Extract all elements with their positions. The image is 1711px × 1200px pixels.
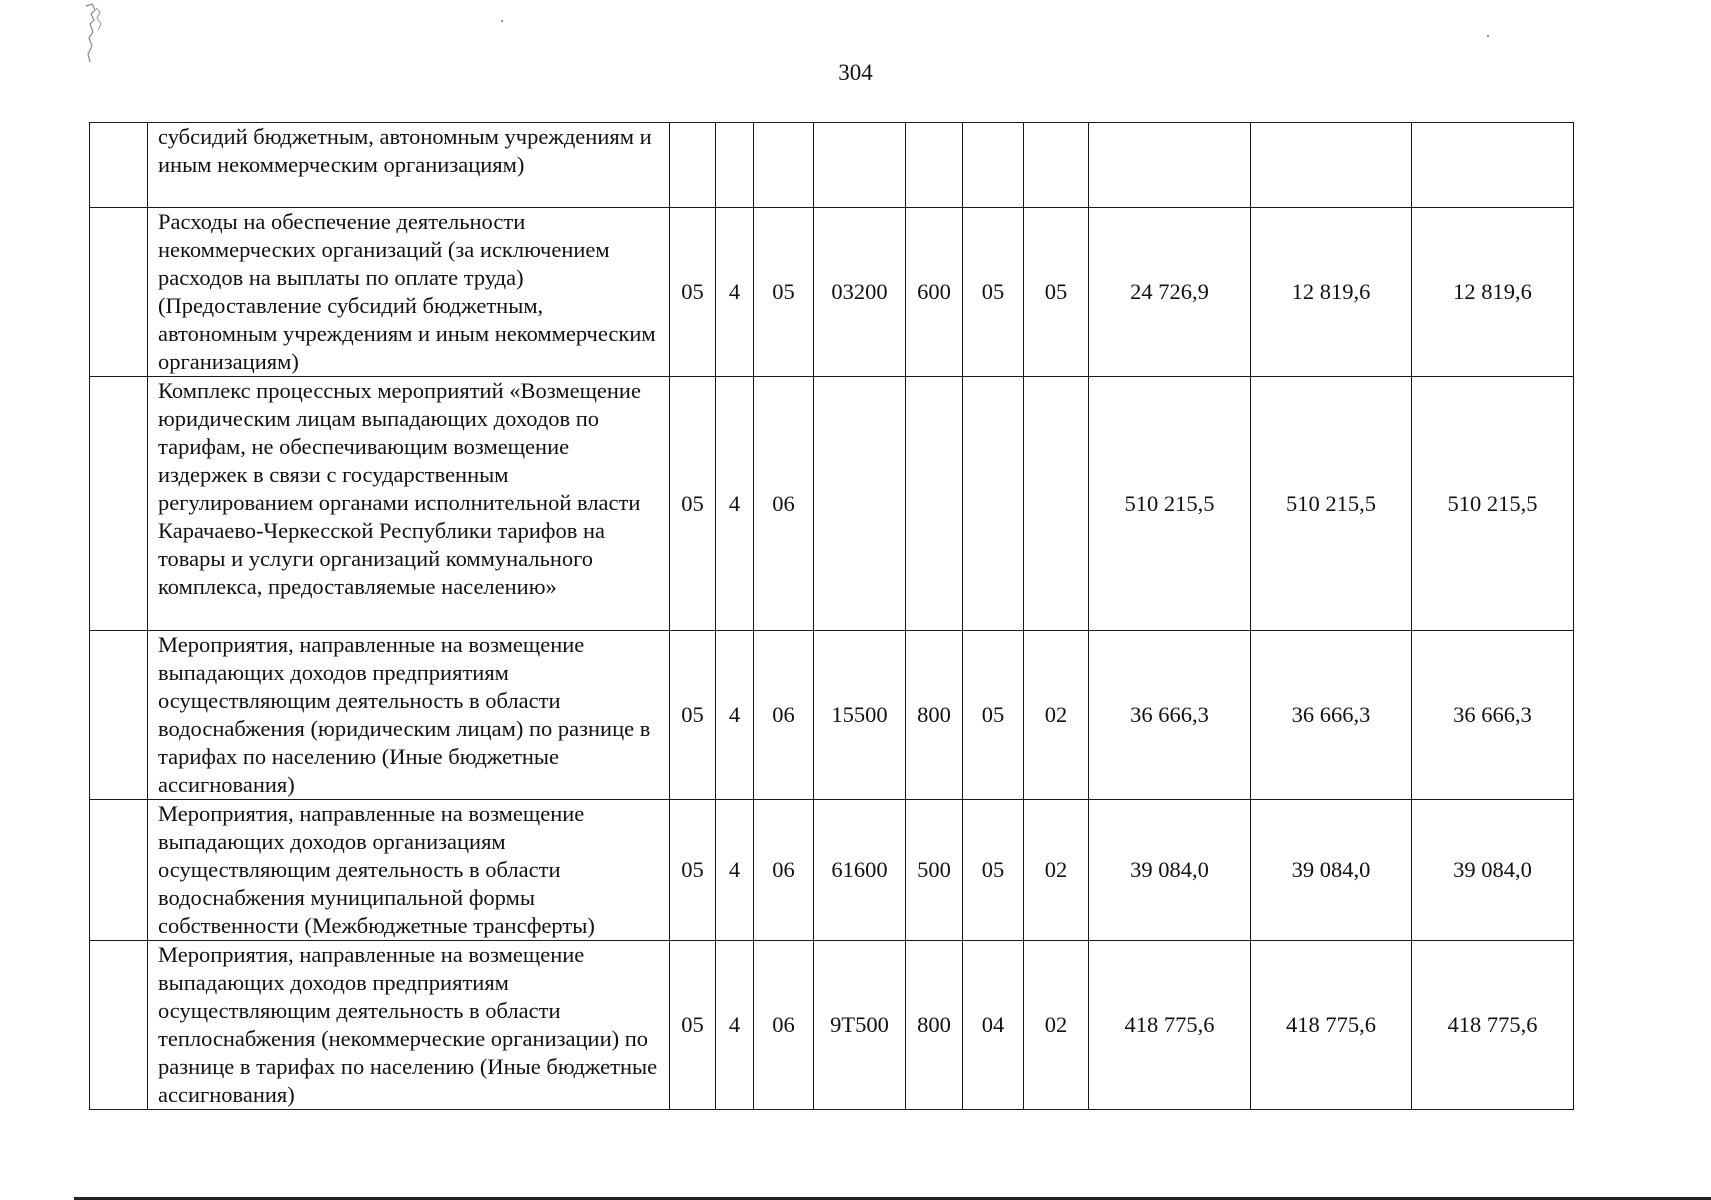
- row-name-cell: субсидий бюджетным, автономным учреждениям и иным некоммерческим организациям): [148, 123, 670, 208]
- code-cell: 05: [1024, 208, 1089, 377]
- amount-cell: 39 084,0: [1412, 800, 1574, 941]
- amount-cell: [1412, 123, 1574, 208]
- table-row: [90, 123, 1574, 208]
- code-cell: 9Т500: [814, 941, 906, 1110]
- code-cell: 05: [963, 208, 1024, 377]
- code-cell: [1024, 377, 1089, 631]
- row-name-cell: Мероприятия, направленные на возмещение выпадающих доходов предприятиям осуществляющим деятельность в области водоснабжения (юридическим лицам) по разнице в тарифах по населению (Иные бюджетные ассигнования): [148, 631, 670, 800]
- row-name-cell: Мероприятия, направленные на возмещение выпадающих доходов предприятиям осуществляющим деятельность в области теплоснабжения (некоммерческие организации) по разнице в тарифах по населению (Иные бюджетные ассигнования): [148, 941, 670, 1110]
- code-cell: [963, 377, 1024, 631]
- code-cell: 05: [670, 377, 716, 631]
- amount-cell: 36 666,3: [1412, 631, 1574, 800]
- code-cell: 800: [906, 631, 963, 800]
- code-cell: 800: [906, 941, 963, 1110]
- code-cell: 05: [963, 800, 1024, 941]
- code-cell: [716, 123, 754, 208]
- table-row: [90, 631, 1574, 800]
- code-cell: [906, 377, 963, 631]
- code-cell: 06: [754, 941, 814, 1110]
- row-index-cell: [90, 123, 148, 208]
- code-cell: 05: [670, 631, 716, 800]
- amount-cell: 39 084,0: [1251, 800, 1412, 941]
- code-cell: 05: [670, 800, 716, 941]
- code-cell: 06: [754, 631, 814, 800]
- code-cell: 61600: [814, 800, 906, 941]
- code-cell: 4: [716, 631, 754, 800]
- code-cell: 02: [1024, 631, 1089, 800]
- code-cell: 4: [716, 377, 754, 631]
- code-cell: 4: [716, 800, 754, 941]
- code-cell: 02: [1024, 941, 1089, 1110]
- code-cell: 06: [754, 800, 814, 941]
- budget-table: [89, 122, 1574, 1110]
- amount-cell: 12 819,6: [1251, 208, 1412, 377]
- amount-cell: [1251, 123, 1412, 208]
- amount-cell: 12 819,6: [1412, 208, 1574, 377]
- code-cell: 4: [716, 941, 754, 1110]
- amount-cell: 510 215,5: [1089, 377, 1251, 631]
- code-cell: 02: [1024, 800, 1089, 941]
- code-cell: 04: [963, 941, 1024, 1110]
- code-cell: [754, 123, 814, 208]
- amount-cell: 510 215,5: [1251, 377, 1412, 631]
- table-row: [90, 377, 1574, 631]
- amount-cell: 39 084,0: [1089, 800, 1251, 941]
- row-index-cell: [90, 941, 148, 1110]
- code-cell: 500: [906, 800, 963, 941]
- amount-cell: 36 666,3: [1251, 631, 1412, 800]
- table-row: [90, 800, 1574, 941]
- scan-speck: [1487, 35, 1489, 37]
- table-row: [90, 208, 1574, 377]
- page-number: 304: [838, 60, 873, 85]
- code-cell: [814, 123, 906, 208]
- row-name-cell: Мероприятия, направленные на возмещение выпадающих доходов организациям осуществляющим деятельность в области водоснабжения муниципальной формы собственности (Межбюджетные трансферты): [148, 800, 670, 941]
- code-cell: [963, 123, 1024, 208]
- table-row: [90, 941, 1574, 1110]
- row-index-cell: [90, 377, 148, 631]
- amount-cell: [1089, 123, 1251, 208]
- amount-cell: 36 666,3: [1089, 631, 1251, 800]
- code-cell: 05: [670, 941, 716, 1110]
- scan-speck: [501, 20, 503, 22]
- row-index-cell: [90, 208, 148, 377]
- code-cell: 600: [906, 208, 963, 377]
- code-cell: [670, 123, 716, 208]
- amount-cell: 24 726,9: [1089, 208, 1251, 377]
- amount-cell: 418 775,6: [1412, 941, 1574, 1110]
- row-index-cell: [90, 631, 148, 800]
- row-name-cell: Комплекс процессных мероприятий «Возмещение юридическим лицам выпадающих доходов по тарифам, не обеспечивающим возмещение издержек в связи с государственным регулированием органами исполнительной власти Карачаево-Черкесской Республики тарифов на товары и услуги организаций коммунального комплекса, предоставляемые населению»: [148, 377, 670, 631]
- code-cell: 05: [670, 208, 716, 377]
- amount-cell: 510 215,5: [1412, 377, 1574, 631]
- amount-cell: 418 775,6: [1251, 941, 1412, 1110]
- code-cell: 4: [716, 208, 754, 377]
- amount-cell: 418 775,6: [1089, 941, 1251, 1110]
- scan-artifact-mark: [82, 2, 106, 64]
- code-cell: 05: [963, 631, 1024, 800]
- row-name-cell: Расходы на обеспечение деятельности некоммерческих организаций (за исключением расходов на выплаты по оплате труда) (Предоставление субсидий бюджетным, автономным учреждениям и иным некоммерческим организациям): [148, 208, 670, 377]
- code-cell: [1024, 123, 1089, 208]
- row-index-cell: [90, 800, 148, 941]
- code-cell: [906, 123, 963, 208]
- code-cell: 15500: [814, 631, 906, 800]
- code-cell: [814, 377, 906, 631]
- code-cell: 05: [754, 208, 814, 377]
- code-cell: 03200: [814, 208, 906, 377]
- code-cell: 06: [754, 377, 814, 631]
